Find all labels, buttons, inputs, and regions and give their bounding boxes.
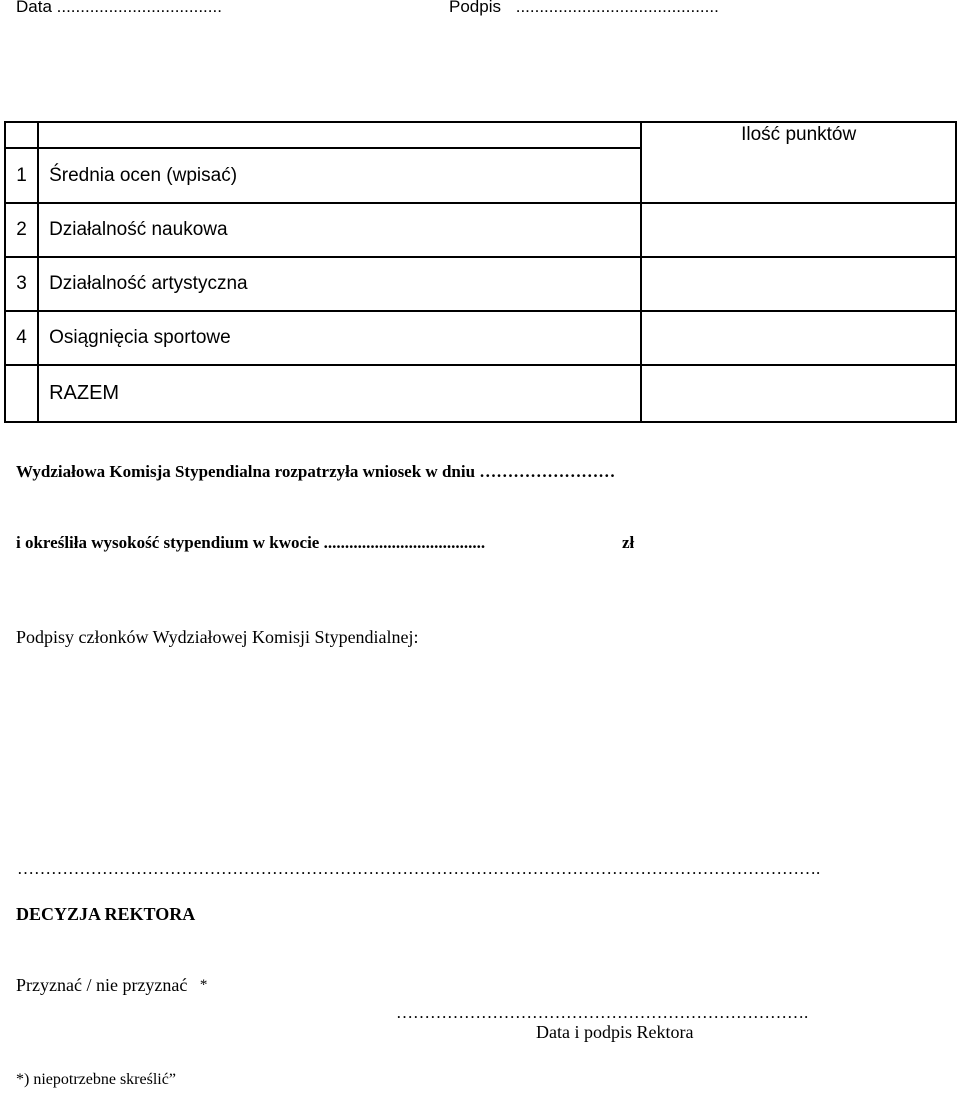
num-cell (5, 122, 38, 148)
table-row (5, 257, 956, 311)
points-cell[interactable] (641, 257, 956, 311)
row-label: Osiągnięcia sportowe (38, 311, 641, 365)
row-number: 1 (5, 148, 38, 203)
separator-dots: ……………………………………………………………………………………………………………………………. (17, 859, 821, 878)
row-number: 3 (5, 257, 38, 311)
row-label: Działalność naukowa (38, 203, 641, 257)
decision-title: DECYZJA REKTORA (16, 904, 196, 924)
committee-line-2: i określiła wysokość stypendium w kwocie ...................................... (16, 533, 486, 552)
table-header-row (5, 122, 956, 148)
row-number: 2 (5, 203, 38, 257)
total-row (5, 365, 956, 422)
table-row (5, 203, 956, 257)
date-label: Data ................................... (16, 0, 222, 16)
signature-label: Podpis (449, 0, 501, 16)
label-cell (38, 122, 641, 148)
grant-asterisk: * (199, 977, 208, 993)
currency-label: zł (622, 533, 635, 552)
rector-signature-dots: ………………………………………………………………. (396, 1003, 809, 1022)
scores-table (4, 121, 957, 423)
grant-option (16, 975, 207, 996)
total-label: RAZEM (38, 365, 641, 422)
row-number: 4 (5, 311, 38, 365)
row-label: Działalność artystyczna (38, 257, 641, 311)
grant-option-text: Przyznać / nie przyznać (16, 975, 188, 995)
row-label: Średnia ocen (wpisać) (38, 148, 641, 203)
total-points-cell[interactable] (641, 365, 956, 422)
signature-dots: ........................................... (515, 0, 719, 16)
committee-line-1: Wydziałowa Komisja Stypendialna rozpatrzyła wniosek w dniu …………………… (16, 462, 616, 481)
points-header: Ilość punktów (641, 122, 956, 203)
rector-signature-label: Data i podpis Rektora (536, 1022, 694, 1042)
points-cell[interactable] (641, 311, 956, 365)
table-row (5, 311, 956, 365)
committee-signatures-label: Podpisy członków Wydziałowej Komisji Stypendialnej: (16, 627, 419, 647)
num-cell (5, 365, 38, 422)
points-cell[interactable] (641, 203, 956, 257)
footnote: *) niepotrzebne skreślić” (16, 1071, 176, 1088)
signature-field (449, 0, 719, 17)
date-field (16, 0, 222, 17)
